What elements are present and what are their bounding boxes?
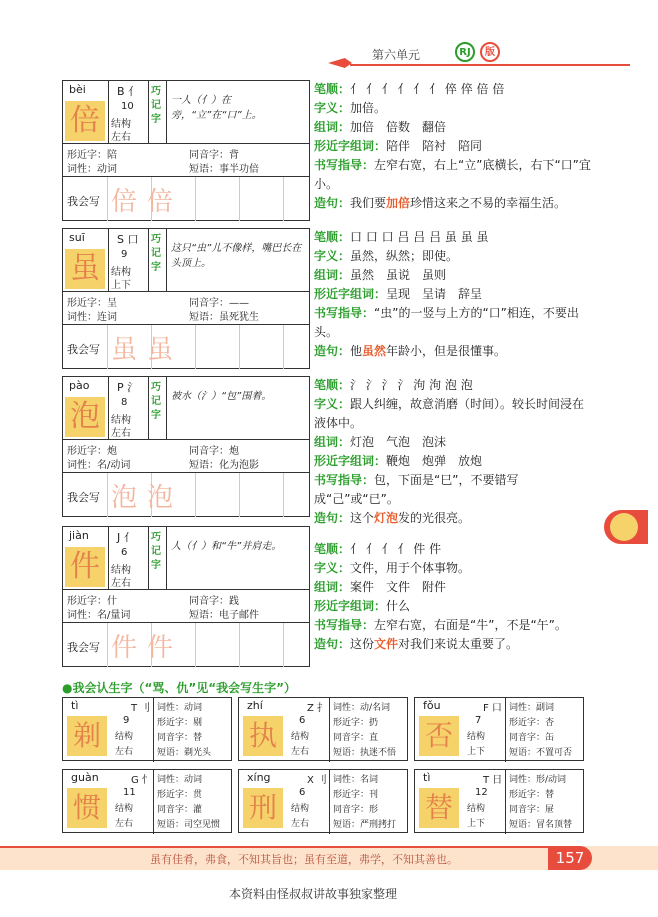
similar-char: 形近字：炮 [67,446,117,457]
write-label: 我会写 [67,641,100,654]
mini-card-zhi [238,697,408,761]
big-char: 执 [243,716,283,756]
mnemonic-label: 巧记字 [151,532,161,571]
struct-value: 左右 [111,428,131,439]
mnemonic-text: 一人（亻）在旁，“立”在“口”上。 [171,95,262,121]
stroke-count: 10 [121,101,134,112]
write-label: 我会写 [67,491,100,504]
similar-char: 形近字：杏 [509,718,555,728]
stroke-order-label: 笔顺： [314,82,351,96]
struct-value: 上下 [467,819,486,829]
phrase: 短语：电子邮件 [189,610,259,621]
similar-words: 什么 [386,599,411,613]
pinyin: suī [69,231,85,244]
homophone: 同音字：背 [189,150,239,161]
writing-guide: 包，下面是“巳”，不要错写成“己”或“已”。 [314,473,519,506]
words: 加倍 倍数 翻倍 [350,120,447,134]
struct-label: 结构 [111,119,131,130]
writing-guide: 左窄右宽，右面是“牛”，不是“午”。 [374,618,567,632]
stroke-count: 12 [475,787,488,798]
detail-jian [314,540,594,654]
writing-guide-label: 书写指导： [314,473,375,487]
trace-chars: 虽虽 [111,335,184,365]
sentence-post: 年龄小，但是很懂事。 [386,344,507,358]
stroke-count: 8 [121,397,128,408]
similar-char: 形近字：替 [509,790,555,800]
index-letter: J 亻 [117,531,135,544]
phrase: 短语：冒名顶替 [509,820,573,830]
pinyin: xíng [247,771,271,784]
part-of-speech: 词性：动词 [157,775,203,785]
sentence-highlight: 虽然 [362,344,387,358]
pinyin: guàn [71,771,99,784]
homophone: 同音字：炮 [189,446,239,457]
part-of-speech: 词性：名/动词 [67,460,131,471]
part-of-speech: 词性：动/名词 [333,703,391,713]
sentence-label: 造句： [314,637,351,651]
sentence-pre: 这份 [350,637,375,651]
stroke-count: 11 [123,787,136,798]
stroke-count: 9 [123,715,130,726]
homophone: 同音字：形 [333,805,379,815]
big-char: 替 [419,788,459,828]
char-card-jian [62,526,310,667]
mnemonic-label: 巧记字 [151,86,161,125]
index-letter: Z 扌 [307,703,328,714]
similar-char: 形近字：贯 [157,790,203,800]
sentence-label: 造句： [314,344,351,358]
big-char: 倍 [65,101,105,141]
page-number: 157 [548,846,592,870]
stroke-order: 亻 亻 亻 亻 亻 亻 倅 倅 倍 倍 [350,82,505,96]
stroke-count: 9 [121,249,128,260]
arrow-decoration [328,58,352,68]
sentence-pre: 他 [350,344,363,358]
writing-guide: “虫”的一竖与上方的“口”相连，不要出头。 [314,306,579,339]
words-label: 组词： [314,120,351,134]
stroke-count: 6 [299,715,306,726]
struct-label: 结构 [111,415,131,426]
meaning: 加倍。 [350,101,387,115]
phrase: 短语：事半功倍 [189,164,259,175]
index-letter: X 刂 [307,775,328,786]
detail-bei [314,80,594,213]
similar-char: 形近字：扔 [333,718,379,728]
similar-char: 形近字：陪 [67,150,117,161]
pinyin: tì [423,771,431,784]
meaning-label: 字义： [314,249,351,263]
sentence-highlight: 灯泡 [374,511,399,525]
meaning: 跟人纠缠，故意消磨（时间）。较长时间浸在液体中。 [314,397,585,430]
struct-value: 左右 [115,819,134,829]
footer-quote: 虽有佳肴，弗食，不知其旨也；虽有至道，弗学，不知其善也。 [150,853,458,866]
part-of-speech: 词性：连词 [67,312,117,323]
struct-value: 左右 [291,819,310,829]
mini-card-ti2 [414,769,584,833]
phrase: 短语：执迷不悟 [333,748,397,758]
sentence-label: 造句： [314,196,351,210]
stroke-order-label: 笔顺： [314,542,351,556]
pinyin: tì [71,699,79,712]
mini-card-ti [62,697,232,761]
index-letter: F 口 [483,703,502,714]
unit-title: 第六单元 [372,48,421,62]
index-letter: S 口 [117,233,139,246]
write-label: 我会写 [67,343,100,356]
struct-value: 左右 [291,747,310,757]
big-char: 虽 [65,249,105,289]
phrase: 短语：虽死犹生 [189,312,259,323]
section-title: ●我会认生字（“骂、仇”见“我会写生字”） [62,681,297,695]
part-of-speech: 词性：名词 [333,775,379,785]
trace-chars: 倍倍 [111,187,184,217]
mascot-face-icon [610,513,638,541]
struct-label: 结构 [115,732,134,742]
stroke-order: 亻 亻 亻 亻 件 件 [350,542,442,556]
big-char: 惯 [67,788,107,828]
stroke-order: 口 口 口 吕 吕 吕 虽 虽 虽 [350,230,489,244]
big-char: 否 [419,716,459,756]
pinyin: fǒu [423,699,441,712]
index-letter: T 刂 [131,703,151,714]
footer-divider [0,846,560,848]
words: 案件 文件 附件 [350,580,447,594]
phrase: 短语：不置可否 [509,748,573,758]
page-header [0,0,658,75]
part-of-speech: 词性：动词 [157,703,203,713]
part-of-speech: 词性：动词 [67,164,117,175]
struct-label: 结构 [467,732,486,742]
index-letter: P 氵 [117,381,139,394]
homophone: 同音字：直 [333,733,379,743]
similar-words: 呈现 呈请 辞呈 [386,287,483,301]
similar-words: 鞭炮 炮弹 放炮 [386,454,483,468]
char-card-sui [62,228,310,369]
homophone: 同音字：缶 [509,733,555,743]
similar-char: 形近字：剔 [157,718,203,728]
struct-label: 结构 [291,804,310,814]
homophone: 同音字：屉 [509,805,555,815]
index-letter: T 日 [483,775,503,786]
stroke-count: 7 [475,715,482,726]
big-char: 泡 [65,397,105,437]
phrase: 短语：司空见惯 [157,820,221,830]
index-letter: B 亻 [117,85,140,98]
struct-value: 上下 [111,280,131,291]
similar-char: 形近字：什 [67,596,117,607]
mnemonic-text: 人（亻）和“牛”并肩走。 [171,541,282,552]
mnemonic-text: 被水（氵）“包”围着。 [171,391,272,402]
edition-badge-ban: 版 [480,42,500,62]
meaning: 虽然，纵然；即使。 [350,249,459,263]
similar-char: 形近字：刊 [333,790,379,800]
sentence-label: 造句： [314,511,351,525]
pinyin: jiàn [69,529,89,542]
pinyin: zhí [247,699,263,712]
homophone: 同音字：践 [189,596,239,607]
meaning-label: 字义： [314,397,351,411]
stroke-count: 6 [299,787,306,798]
stroke-order-label: 笔顺： [314,378,351,392]
header-divider [350,64,630,66]
similar-words-label: 形近字组词： [314,139,387,153]
mnemonic-label: 巧记字 [151,234,161,273]
detail-pao [314,376,594,528]
sentence-pre: 这个 [350,511,375,525]
big-char: 剃 [67,716,107,756]
stroke-order: 氵 氵 氵 氵 泃 泃 泡 泡 [350,378,473,392]
mnemonic-text: 这只“虫”儿不像样，嘴巴长在头顶上。 [171,243,302,269]
struct-label: 结构 [115,804,134,814]
words: 虽然 虽说 虽则 [350,268,447,282]
big-char: 件 [65,547,105,587]
words-label: 组词： [314,580,351,594]
phrase: 短语：严刑拷打 [333,820,397,830]
credit-text: 本资料由怪叔叔讲故事独家整理 [229,887,398,901]
write-label: 我会写 [67,195,100,208]
trace-chars: 泡泡 [111,483,184,513]
sentence-post: 对我们来说太重要了。 [398,637,519,651]
phrase: 短语：剃光头 [157,748,212,758]
sentence-pre: 我们要 [350,196,387,210]
phrase: 短语：化为泡影 [189,460,259,471]
part-of-speech: 词性：副词 [509,703,555,713]
homophone: 同音字：—— [189,298,249,309]
stroke-count: 6 [121,547,128,558]
struct-value: 左右 [115,747,134,757]
writing-guide-label: 书写指导： [314,158,375,172]
struct-label: 结构 [111,565,131,576]
sentence-highlight: 加倍 [386,196,411,210]
mini-card-xing [238,769,408,833]
struct-label: 结构 [111,267,131,278]
words-label: 组词： [314,435,351,449]
struct-value: 左右 [111,578,131,589]
homophone: 同音字：替 [157,733,203,743]
edition-badge-rj: RJ [455,42,475,62]
detail-sui [314,228,594,361]
pinyin: bèi [69,83,86,96]
mini-card-guan [62,769,232,833]
words: 灯泡 气泡 泡沫 [350,435,447,449]
similar-char: 形近字：呈 [67,298,117,309]
struct-value: 上下 [467,747,486,757]
similar-words-label: 形近字组词： [314,287,387,301]
writing-guide: 左窄右宽，右上“立”底横长，右下“口”宜小。 [314,158,591,191]
pinyin: pào [69,379,90,392]
meaning: 文件，用于个体事物。 [350,561,471,575]
struct-label: 结构 [467,804,486,814]
meaning-label: 字义： [314,561,351,575]
words-label: 组词： [314,268,351,282]
part-of-speech: 词性：名/量词 [67,610,131,621]
char-card-bei [62,80,310,221]
sentence-highlight: 文件 [374,637,399,651]
stroke-order-label: 笔顺： [314,230,351,244]
meaning-label: 字义： [314,101,351,115]
char-card-pao [62,376,310,517]
part-of-speech: 词性：形/动词 [509,775,567,785]
trace-chars: 件件 [111,633,184,663]
mini-card-fou [414,697,584,761]
mnemonic-label: 巧记字 [151,382,161,421]
writing-guide-label: 书写指导： [314,618,375,632]
sentence-post: 珍惜这来之不易的幸福生活。 [410,196,567,210]
struct-label: 结构 [291,732,310,742]
writing-guide-label: 书写指导： [314,306,375,320]
sentence-post: 发的光很亮。 [398,511,471,525]
similar-words-label: 形近字组词： [314,454,387,468]
homophone: 同音字：灌 [157,805,203,815]
big-char: 刑 [243,788,283,828]
index-letter: G 忄 [131,775,152,786]
struct-value: 左右 [111,132,131,143]
similar-words: 陪伴 陪衬 陪同 [386,139,483,153]
similar-words-label: 形近字组词： [314,599,387,613]
